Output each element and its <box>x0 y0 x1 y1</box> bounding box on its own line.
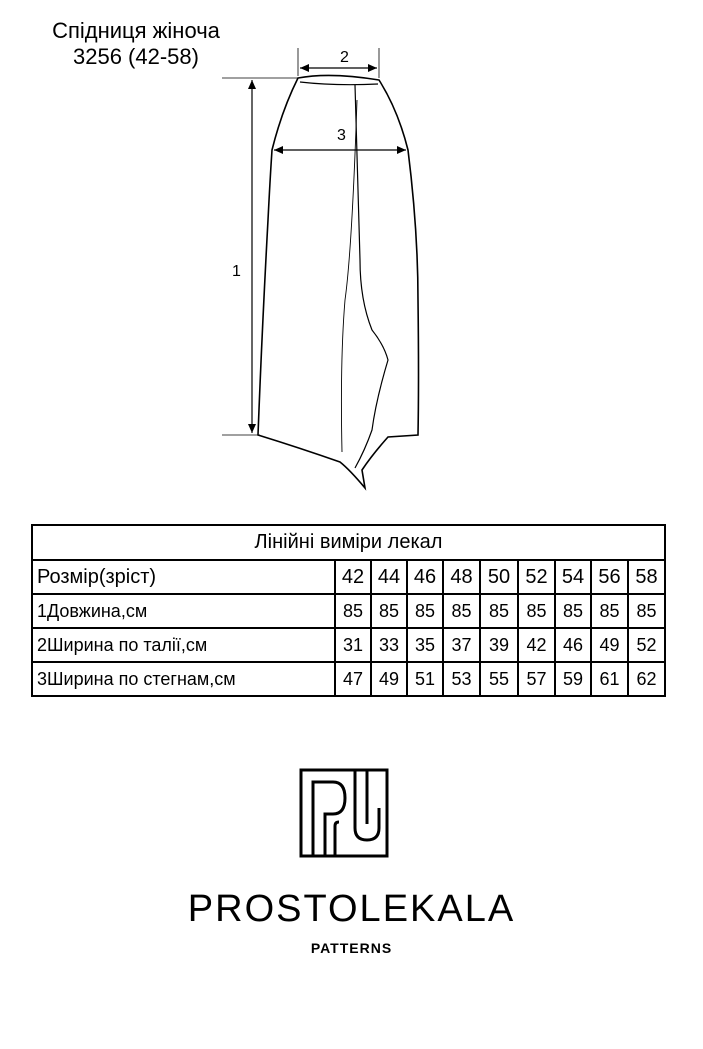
table-cell: 85 <box>371 594 407 628</box>
table-cell: 85 <box>628 594 665 628</box>
table-cell: 53 <box>443 662 480 696</box>
table-cell: 37 <box>443 628 480 662</box>
dim-label-3: 3 <box>337 127 346 144</box>
table-cell: 46 <box>555 628 591 662</box>
table-cell: 35 <box>407 628 443 662</box>
table-cell: 48 <box>443 560 480 594</box>
skirt-sketch <box>0 0 703 500</box>
table-cell: 52 <box>518 560 555 594</box>
table-cell: 59 <box>555 662 591 696</box>
table-caption: Лінійні виміри лекал <box>32 525 665 560</box>
table-cell: 33 <box>371 628 407 662</box>
table-cell: 62 <box>628 662 665 696</box>
brand-subtitle: PATTERNS <box>310 940 393 956</box>
brand-name: PROSTOLEKALA <box>187 888 516 930</box>
table-cell: 52 <box>628 628 665 662</box>
wrap-panel-edge <box>355 85 388 468</box>
table-cell: 61 <box>591 662 628 696</box>
title-line-1: Спідниця жіноча <box>52 18 220 43</box>
prostolekala-logo-icon <box>299 768 389 858</box>
table-cell: 47 <box>335 662 371 696</box>
table-cell: 85 <box>407 594 443 628</box>
table-cell: 50 <box>480 560 518 594</box>
table-cell: 85 <box>335 594 371 628</box>
table-cell: 31 <box>335 628 371 662</box>
dim-label-1: 1 <box>232 263 241 280</box>
table-cell: 39 <box>480 628 518 662</box>
table-cell: 85 <box>480 594 518 628</box>
table-cell: 51 <box>407 662 443 696</box>
table-cell: 44 <box>371 560 407 594</box>
wrap-inner-edge <box>341 100 357 452</box>
table-row <box>32 628 665 662</box>
table-cell: 49 <box>591 628 628 662</box>
table-cell: 42 <box>518 628 555 662</box>
title-line-2: 3256 (42-58) <box>73 44 199 69</box>
table-row <box>32 560 665 594</box>
waistband-line <box>300 82 378 85</box>
table-row <box>32 594 665 628</box>
row-label-hips: 3Ширина по стегнам,см <box>32 662 335 696</box>
table-cell: 85 <box>591 594 628 628</box>
table-cell: 54 <box>555 560 591 594</box>
table-cell: 57 <box>518 662 555 696</box>
table-cell: 42 <box>335 560 371 594</box>
row-label-waist: 2Ширина по талії,см <box>32 628 335 662</box>
row-label-size: Розмір(зріст) <box>32 560 335 594</box>
table-cell: 85 <box>518 594 555 628</box>
measurements-table <box>31 524 666 697</box>
table-cell: 58 <box>628 560 665 594</box>
table-cell: 49 <box>371 662 407 696</box>
table-cell: 85 <box>443 594 480 628</box>
table-cell: 55 <box>480 662 518 696</box>
table-row <box>32 662 665 696</box>
table-cell: 56 <box>591 560 628 594</box>
table-cell: 85 <box>555 594 591 628</box>
dim-label-2: 2 <box>340 49 349 66</box>
table-cell: 46 <box>407 560 443 594</box>
row-label-length: 1Довжина,см <box>32 594 335 628</box>
